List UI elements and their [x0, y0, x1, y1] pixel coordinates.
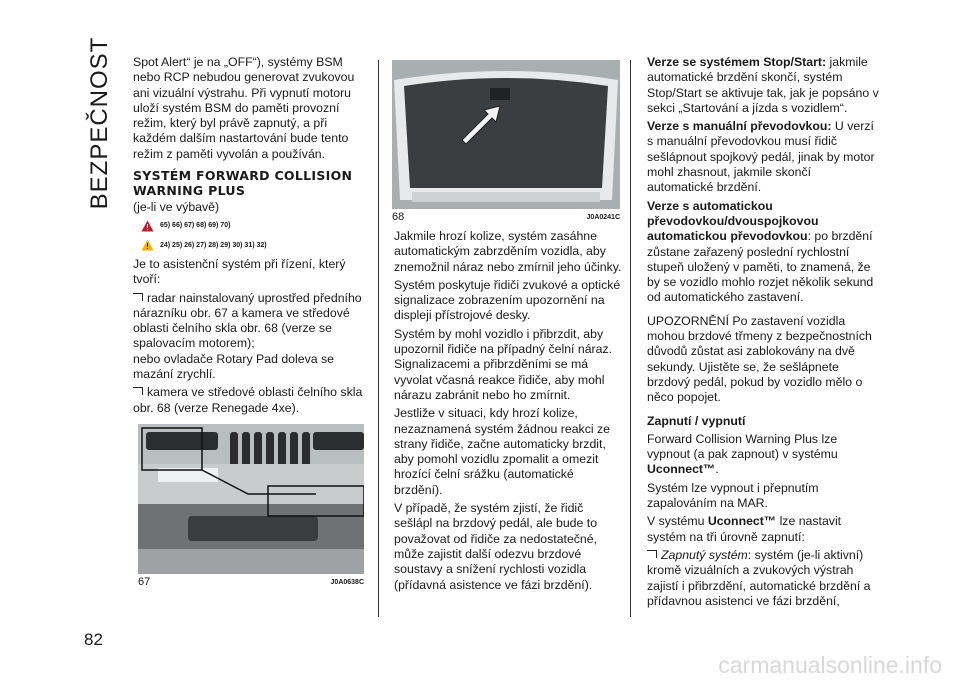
paragraph: Verze s automatickou převodovkou/dvouspojkovou automatickou převodovkou: po brzdění zůstane zařazený poslední rychlostní stupeň uložený v paměti, to znamená, že by se vozidlo mohlo rozjet několik sekund od automatického zastavení. — [647, 198, 874, 305]
paragraph: Verze se systémem Stop/Start: jakmile automatické brzdění skončí, systém Stop/Start se aktivuje tak, jak je popsáno v sekci „Startování a jízda s vozidlem“. — [647, 55, 879, 115]
paragraph: nebo ovladače Rotary Pad doleva se mazání zrychlí. — [133, 351, 334, 382]
page-number: 82 — [84, 630, 103, 649]
column-divider — [378, 60, 379, 617]
equipment-note: (je-li ve výbavě) — [133, 200, 220, 215]
column-divider — [630, 60, 631, 617]
notice-paragraph: UPOZORNĚNÍ Po zastavení vozidla mohou brzdové třmeny z bezpečnostních důvodů zůstat asi zablokovány na dvě sekundy. Ujistěte se, že sešlápnete brzdový pedál, pokud by vozidlo mělo o něco popojet. — [647, 313, 872, 405]
column-1 — [133, 55, 371, 419]
paragraph: Jestliže v situaci, kdy hrozí kolize, nezaznamená systém žádnou reakci ze strany řidiče, začne automaticky brzdit, aby pomohl vozidlu zpomalit a omezit hrozící čelní srážku (automatické brzdění). — [394, 406, 610, 497]
section-title: BEZPEČNOST — [86, 36, 113, 210]
figure-67 — [138, 424, 364, 588]
paragraph: Verze s manuální převodovkou: U verzí s manuální převodovkou musí řidič sešlápnout spojkový pedál, jinak by motor mohl zhasnout, jakmile skončí automatické brzdění. — [647, 119, 875, 195]
paragraph: Jakmile hrozí kolize, systém zasáhne automatickým zabrzděním vozidla, aby znemožnil náraz nebo zmírnil jeho účinky. — [394, 229, 622, 274]
paragraph: Systém lze vypnout i přepnutím zapalováním na MAR. — [647, 480, 819, 511]
subheading: Zapnutí / vypnutí — [647, 413, 746, 428]
caution-refs: 24) 25) 26) 27) 28) 29) 30) 31) 32) — [141, 238, 371, 253]
paragraph: Forward Collision Warning Plus lze vypnout (a pak zapnout) v systému Uconnect™. — [647, 431, 838, 477]
bullet-item: kamera ve středové oblasti čelního skla obr. 68 (verze Renegade 4xe). — [133, 385, 363, 415]
paragraph: Spot Alert“ je na „OFF“), systémy BSM nebo RCP nebudou generovat zvukovou ani vizuální výstrahu. Při vypnutí motoru uloží systém BSM do paměti provozní režim, který byl právě zapnutý, a při každém dalším nastartování bude tento režim z paměti vyvolán a používán. — [133, 55, 355, 161]
figure-68-image — [392, 60, 620, 209]
warning-triangle-icon — [141, 220, 154, 232]
watermark: carmanualsonline.info — [718, 652, 942, 678]
paragraph: Systém poskytuje řidiči zvukové a optické signalizace zobrazením upozornění na displeji přístrojové desky. — [394, 277, 621, 323]
paragraph: Systém by mohl vozidlo i přibrzdit, aby upozornil řidiče na případný čelní náraz. Signalizacemi a přibrzděními se má vyvolat včasná reakce řidiče, aby mohl nárazu zabránit nebo ho zmírnit. — [394, 326, 613, 402]
car-front-bumper-image — [138, 424, 364, 574]
caution-triangle-icon — [141, 239, 154, 251]
column-3 — [647, 55, 879, 612]
figure-number: 67 — [138, 576, 151, 588]
bullet-item: radar nainstalovaný uprostřed předního nárazníku obr. 67 a kamera ve středové oblasti čelního skla obr. 68 (verze se spalovacím motorem); — [133, 290, 362, 351]
figure-number: 68 — [392, 211, 405, 223]
warning-refs: 65) 66) 67) 68) 69) 70) — [141, 218, 371, 233]
figure-code: J0A0638C — [330, 579, 364, 586]
bullet-icon — [647, 550, 657, 558]
bullet-icon — [133, 293, 143, 301]
paragraph: V případě, že systém zjistí, že řidič sešlápl na brzdový pedál, ale bude to považovat od řidiče za nedostatečné, může zajistit další odezvu brzdové soustavy a snížení rychlosti vozidla (přídavná asistence ve fázi brzdění). — [394, 501, 598, 592]
figure-caption — [138, 576, 364, 588]
section-heading: SYSTÉM FORWARD COLLISION WARNING PLUS — [133, 168, 353, 199]
figure-caption — [392, 211, 620, 223]
figure-68 — [392, 60, 620, 223]
windshield-camera-image — [392, 60, 620, 209]
paragraph: V systému Uconnect™ lze nastavit systém na tři úrovně zapnutí: — [647, 514, 842, 544]
figure-code: J0A0241C — [586, 214, 620, 221]
bullet-item: Zapnutý systém: systém (je-li aktivní) kromě vizuálních a zvukových výstrah zajistí i přibrzdění, automatické brzdění a přídavnou asistenci ve fázi brzdění, — [647, 547, 871, 608]
bullet-icon — [133, 387, 143, 395]
column-2 — [394, 229, 622, 596]
paragraph: Je to asistenční systém při řízení, který tvoří: — [133, 256, 346, 287]
figure-67-image — [138, 424, 364, 574]
